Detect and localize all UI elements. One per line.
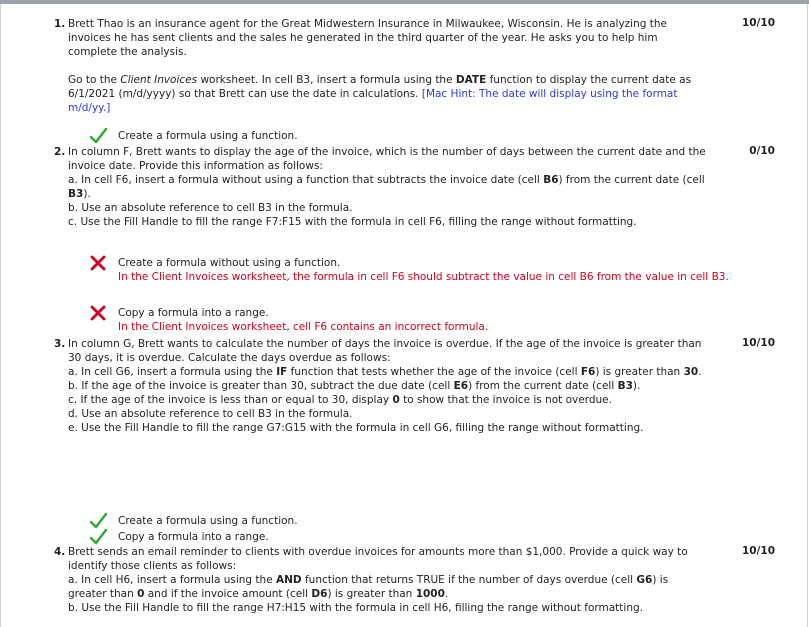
question-instruction: Go to the Client Invoices worksheet. In cell B3, insert a formula using the DATE function to display the current date as 6/1/2021 (m/d/yyyy) so that Brett can use the date in calculations. [Mac Hint: The date will display using the format m/d/yy.] xyxy=(68,74,692,114)
cross-icon xyxy=(88,303,108,323)
criterion-pass: Copy a formula into a range. xyxy=(90,530,730,544)
question-number: 4. xyxy=(54,546,66,558)
cross-icon xyxy=(88,253,108,273)
question-2: 2. In column F, Brett wants to display the age of the invoice, which is the number of days between the current date and the invoice date. Provide this information as follows: a. In cell F6, insert a formula without using a function that subtracts the invoice date (cell B6) from the current date (cell B3). b. Use an absolute reference to cell B3 in the formula. c. Use the Fill Handle to fill the range F7:F15 with the formula in cell F6, filling the range without formatting. xyxy=(54,146,706,228)
question-number: 1. xyxy=(54,18,66,30)
question-4-score: 10/10 xyxy=(741,545,775,557)
question-text: Brett Thao is an insurance agent for the Great Midwestern Insurance in Milwaukee, Wisconsin. He is analyzing the invoices he has sent clients and the sales he generated in the third quarter of the year. He asks you to help him complete the analysis. xyxy=(68,18,667,58)
criterion-fail: Create a formula without using a function. In the Client Invoices worksheet, the formula in cell F6 should subtract the value in cell B6 from the value in cell B3. xyxy=(90,256,730,284)
question-1 xyxy=(54,17,708,115)
checkmark-icon xyxy=(88,527,108,547)
feedback-text: In the Client Invoices worksheet, the formula in cell F6 should subtract the value in cell B6 from the value in cell B3. xyxy=(118,271,729,283)
question-4: 4. Brett sends an email reminder to clients with overdue invoices for amounts more than $1,000. Provide a quick way to identify those clients as follows: a. In cell H6, insert a formula using the AND function that returns TRUE if the number of days overdue (cell G6) is greater than 0 and if the invoice amount (cell D6) is greater than 1000. b. Use the Fill Handle to fill the range H7:H15 with the formula in cell H6, filling the range without formatting. xyxy=(54,546,688,614)
question-3-score: 10/10 xyxy=(741,337,775,349)
mac-hint: [Mac Hint: The date will display using the format m/d/yy.] xyxy=(68,88,678,114)
criterion-pass: Create a formula using a function. xyxy=(90,514,730,528)
question-1-score: 10/10 xyxy=(741,17,775,29)
feedback-text: In the Client Invoices worksheet, cell F6 contains an incorrect formula. xyxy=(118,321,489,333)
question-3: 3. In column G, Brett wants to calculate the number of days the invoice is overdue. If the age of the invoice is greater than 30 days, it is overdue. Calculate the days overdue as follows: a. In cell G6, insert a formula using the IF function that tests whether the age of the invoice (cell F6) is greater than 30. b. If the age of the invoice is greater than 30, subtract the due date (cell E6) from the current date (cell B3). c. If the age of the invoice is less than or equal to 30, display 0 to show that the invoice is not overdue. d. Use an absolute reference to cell B3 in the formula. e. Use the Fill Handle to fill the range G7:G15 with the formula in cell G6, filling the range without formatting. xyxy=(54,338,702,434)
criterion-pass: Create a formula using a function. xyxy=(90,129,730,143)
question-number: 2. xyxy=(54,146,66,158)
question-number: 3. xyxy=(54,338,66,350)
question-2-score: 0/10 xyxy=(749,145,775,157)
checkmark-icon xyxy=(88,126,108,146)
criterion-fail: Copy a formula into a range. In the Client Invoices worksheet, cell F6 contains an incorrect formula. xyxy=(90,306,730,334)
